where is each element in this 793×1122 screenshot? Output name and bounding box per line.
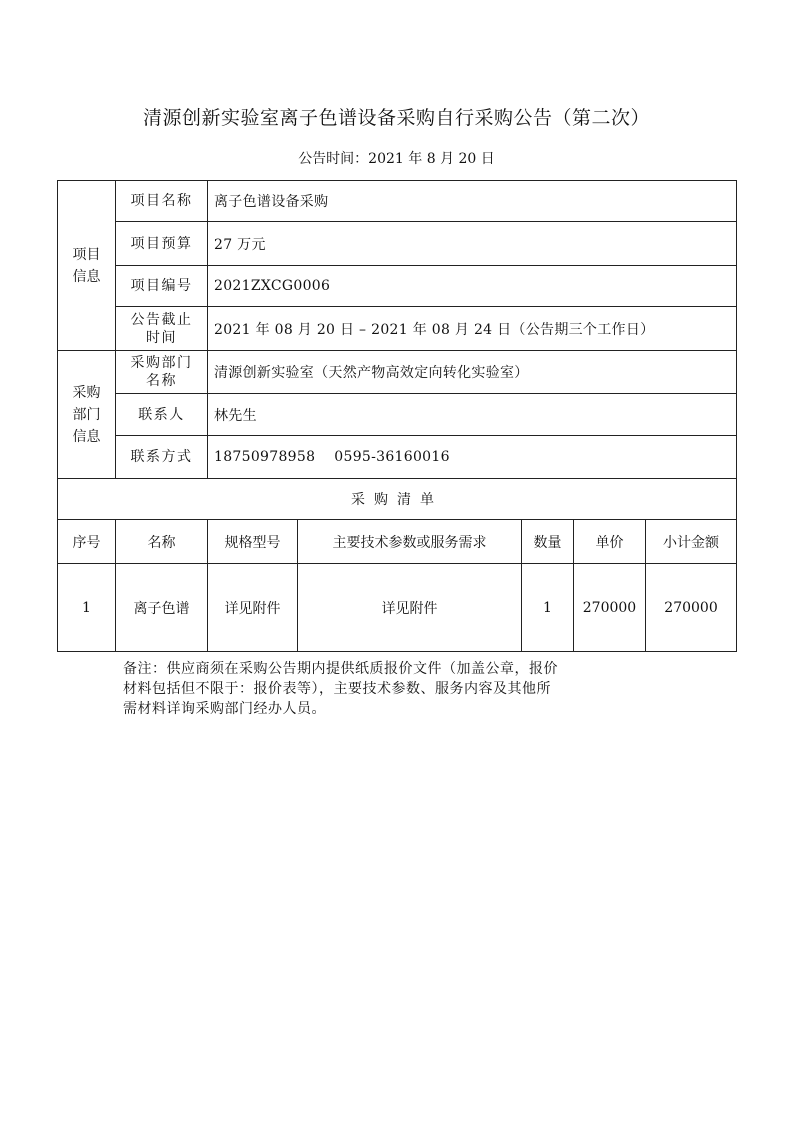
col-header-name: 名称 xyxy=(116,520,208,564)
purchase-list-title: 采购清单 xyxy=(58,479,737,520)
page-title: 清源创新实验室离子色谱设备采购自行采购公告（第二次） xyxy=(142,107,650,129)
project-info-group-label: 项目 信息 xyxy=(58,181,116,351)
dept-name-value: 清源创新实验室（天然产物高效定向转化实验室） xyxy=(208,351,737,394)
deadline-value: 2021 年 08 月 20 日 – 2021 年 08 月 24 日（公告期三个工作日） xyxy=(208,307,737,351)
note-paragraph xyxy=(123,659,703,719)
announcement-date: 公告时间：2021 年 8 月 20 日 xyxy=(298,151,495,167)
col-header-spec: 规格型号 xyxy=(208,520,298,564)
procurement-table xyxy=(57,180,737,652)
project-name-value: 离子色谱设备采购 xyxy=(208,181,737,222)
note-line: 材料包括但不限于：报价表等），主要技术参数、服务内容及其他所 xyxy=(123,681,551,697)
col-header-subtotal: 小计金额 xyxy=(646,520,737,564)
dept-name-label: 采购部门 名称 xyxy=(116,351,208,394)
note-line: 需材料详询采购部门经办人员。 xyxy=(123,701,326,717)
deadline-label: 公告截止 时间 xyxy=(116,307,208,351)
project-budget-value: 27 万元 xyxy=(208,222,737,266)
project-budget-label: 项目预算 xyxy=(116,222,208,266)
item-unit-price: 270000 xyxy=(574,564,646,652)
contact-person-label: 联系人 xyxy=(116,394,208,436)
project-number-label: 项目编号 xyxy=(116,266,208,307)
col-header-qty: 数量 xyxy=(522,520,574,564)
note-line: 备注：供应商须在采购公告期内提供纸质报价文件（加盖公章，报价 xyxy=(123,661,558,677)
item-no: 1 xyxy=(58,564,116,652)
project-name-label: 项目名称 xyxy=(116,181,208,222)
col-header-no: 序号 xyxy=(58,520,116,564)
col-header-requirements: 主要技术参数或服务需求 xyxy=(298,520,522,564)
item-requirements: 详见附件 xyxy=(298,564,522,652)
contact-method-value: 18750978958 0595-36160016 xyxy=(208,436,737,479)
contact-method-label: 联系方式 xyxy=(116,436,208,479)
item-spec: 详见附件 xyxy=(208,564,298,652)
table-row xyxy=(58,564,737,652)
column-header-row xyxy=(58,520,737,564)
item-name: 离子色谱 xyxy=(116,564,208,652)
item-subtotal: 270000 xyxy=(646,564,737,652)
col-header-unit-price: 单价 xyxy=(574,520,646,564)
contact-person-value: 林先生 xyxy=(208,394,737,436)
project-number-value: 2021ZXCG0006 xyxy=(208,266,737,307)
item-qty: 1 xyxy=(522,564,574,652)
dept-info-group-label: 采购 部门 信息 xyxy=(58,351,116,479)
